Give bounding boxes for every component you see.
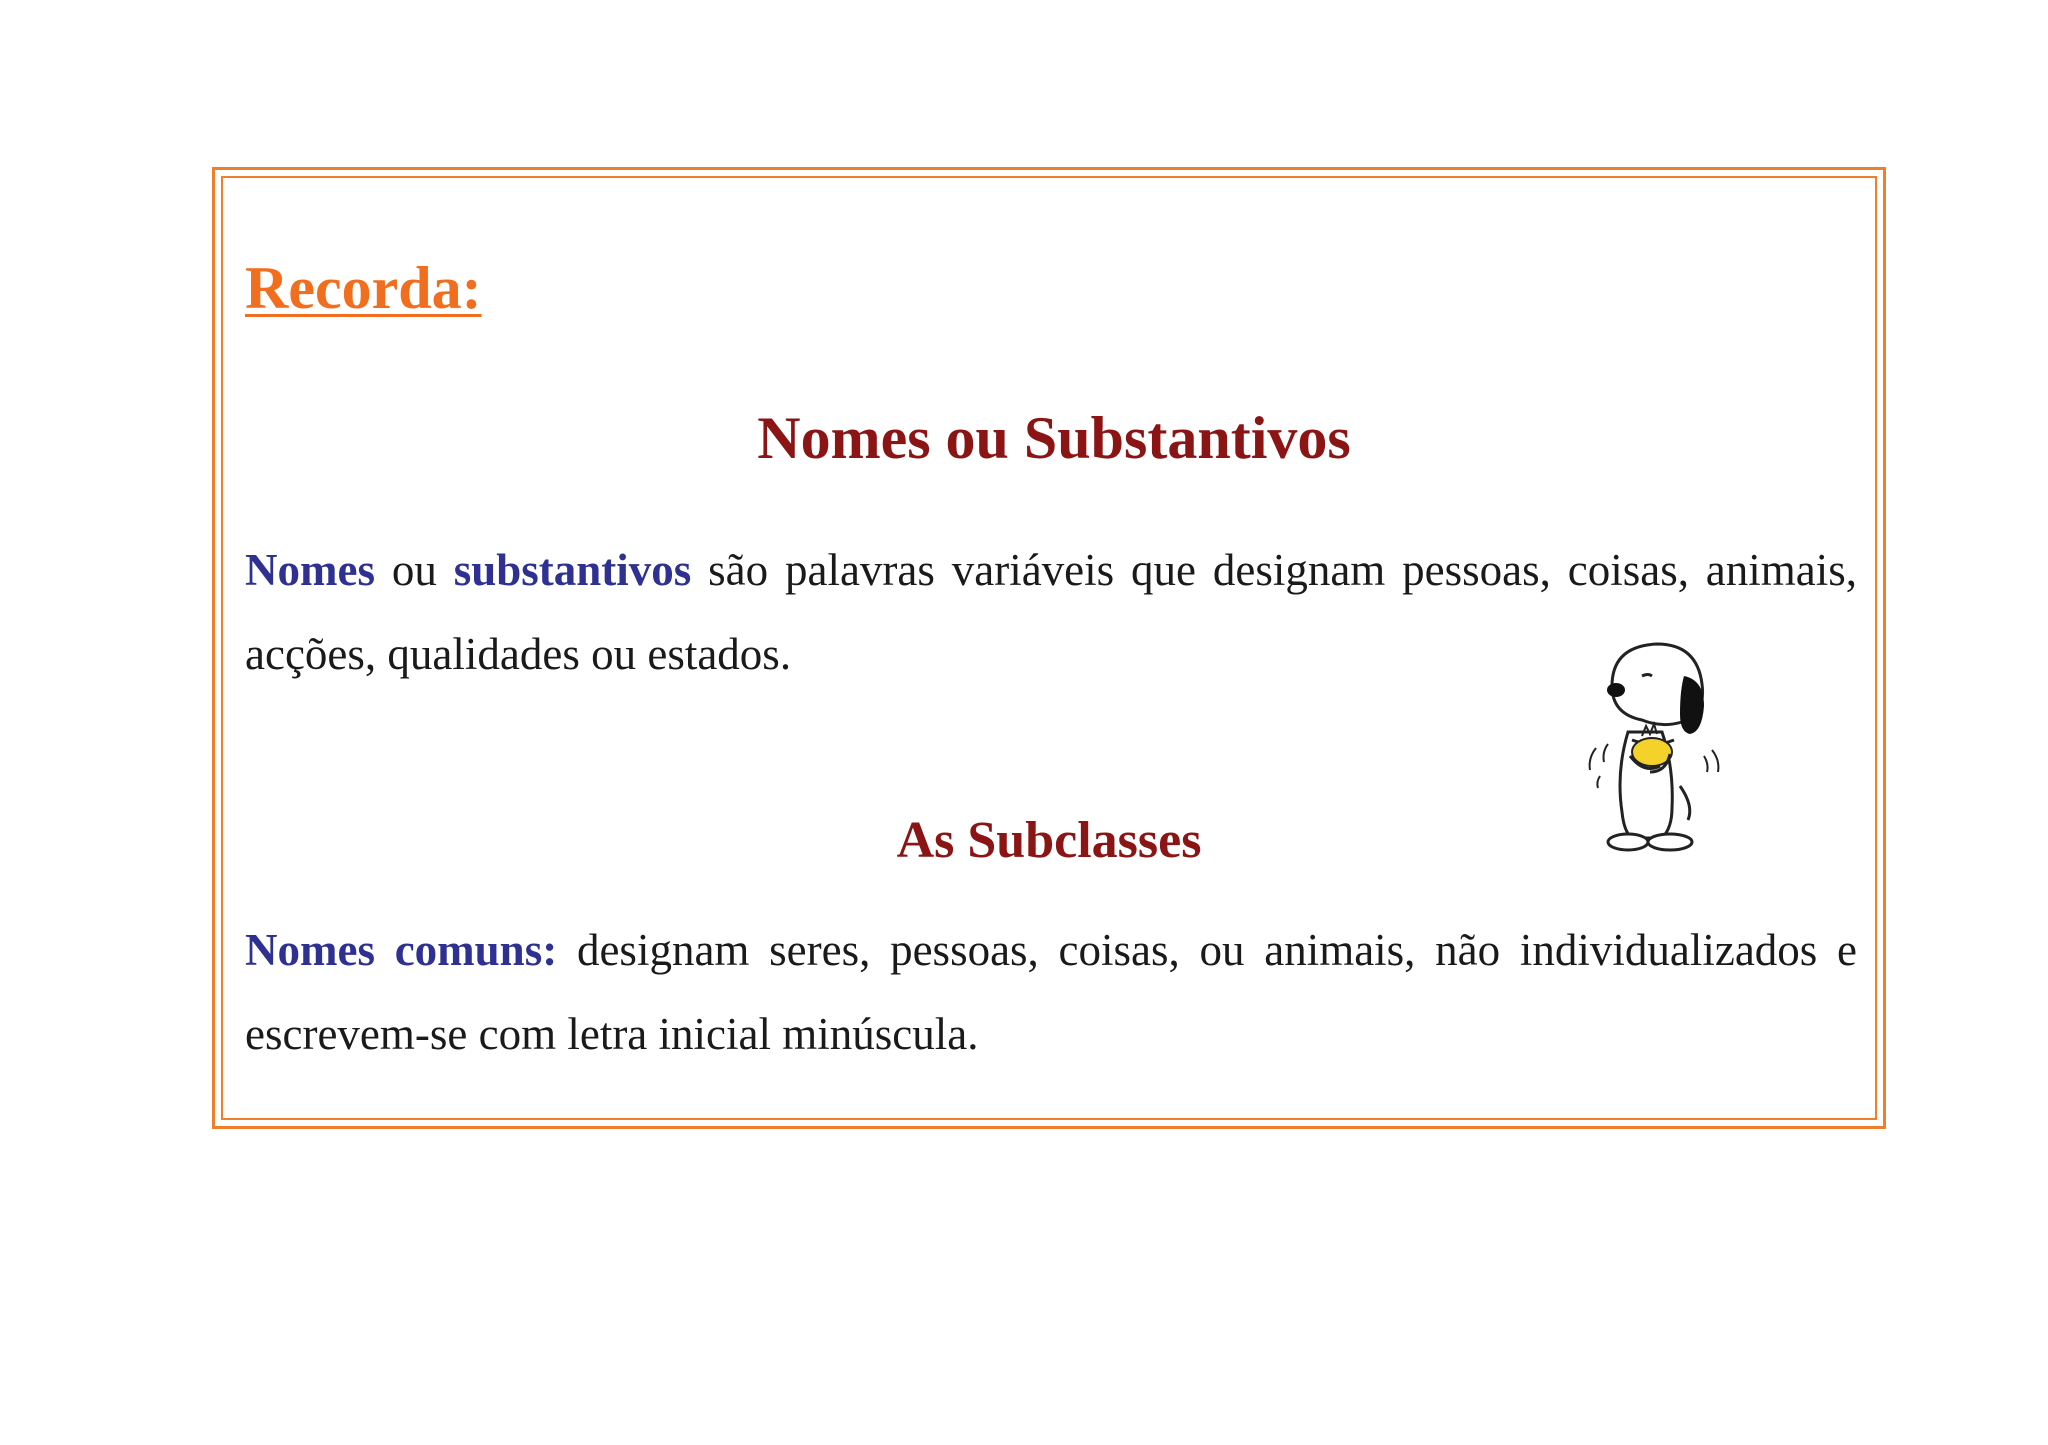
term-nomes-comuns: Nomes comuns: <box>245 925 558 975</box>
common-nouns-paragraph <box>245 908 1857 1076</box>
term-nomes: Nomes <box>245 545 375 595</box>
definition-text: são palavras variáveis que designam pessoas, coisas, animais, acções, qualidades ou estados. <box>245 545 1858 679</box>
recorda-heading: Recorda: <box>245 255 482 321</box>
section-title-subclasses: As Subclasses <box>896 812 1202 869</box>
page-title: Nomes ou Substantivos <box>757 405 1351 471</box>
connector-ou: ou <box>391 545 437 595</box>
common-nouns-text: designam seres, pessoas, coisas, ou animais, não individualizados e escrevem-se com letra inicial minúscula. <box>245 925 1858 1059</box>
term-substantivos: substantivos <box>453 545 692 595</box>
